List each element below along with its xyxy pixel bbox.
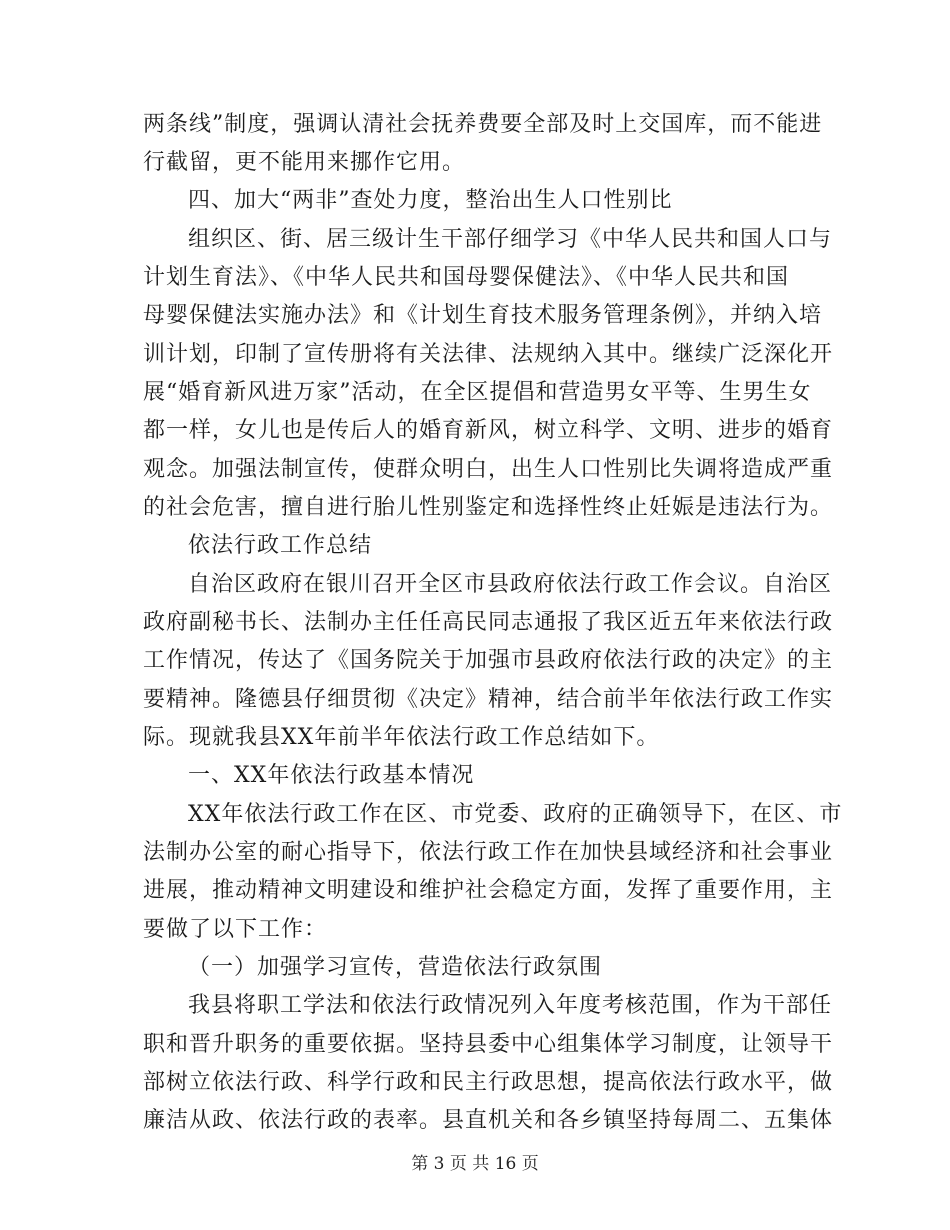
text-line: 展“婚育新风进万家”活动，在全区提倡和营造男女平等、生男生女: [143, 380, 812, 405]
text-line: 计划生育法》、《中华人民共和国母婴保健法》、《中华人民共和国: [143, 265, 790, 290]
text-line: 我县将职工学法和依法行政情况列入年度考核范围，作为干部任: [188, 993, 833, 1018]
text-line: 进展，推动精神文明建设和维护社会稳定方面，发挥了重要作用，主: [143, 878, 834, 903]
text-line: 政府副秘书长、法制办主任任高民同志通报了我区近五年来依法行政: [143, 610, 834, 635]
text-line: 廉洁从政、依法行政的表率。县直机关和各乡镇坚持每周二、五集体: [143, 1108, 834, 1133]
text-line: 际。现就我县XX年前半年依法行政工作总结如下。: [143, 725, 660, 750]
text-line: 组织区、街、居三级计生干部仔细学习《中华人民共和国人口与: [188, 227, 833, 252]
text-line: 的社会危害，擅自进行胎儿性别鉴定和选择性终止妊娠是违法行为。: [143, 495, 834, 520]
text-line: 母婴保健法实施办法》和《计划生育技术服务管理条例》，并纳入培: [143, 303, 823, 328]
text-line: 工作情况，传达了《国务院关于加强市县政府依法行政的决定》的主: [143, 648, 834, 673]
text-line: 行截留，更不能用来挪作它用。: [143, 150, 466, 175]
section-heading: 依法行政工作总结: [188, 533, 373, 558]
section-heading: 一、XX年依法行政基本情况: [188, 763, 475, 788]
text-line: 两条线”制度，强调认清社会抚养费要全部及时上交国库，而不能进: [143, 112, 823, 137]
text-line: 要精神。隆德县仔细贯彻《决定》精神，结合前半年依法行政工作实: [143, 687, 834, 712]
text-line: 训计划，印制了宣传册将有关法律、法规纳入其中。继续广泛深化开: [143, 342, 834, 367]
text-line: XX年依法行政工作在区、市党委、政府的正确领导下，在区、市: [188, 802, 843, 827]
text-line: 观念。加强法制宣传，使群众明白，出生人口性别比失调将造成严重: [143, 457, 834, 482]
text-line: 要做了以下工作：: [143, 917, 328, 942]
text-line: 自治区政府在银川召开全区市县政府依法行政工作会议。自治区: [188, 572, 833, 597]
text-line: 都一样，女儿也是传后人的婚育新风，树立科学、文明、进步的婚育: [143, 418, 834, 443]
page-number-footer: 第 3 页 共 16 页: [411, 1154, 539, 1174]
text-line: 法制办公室的耐心指导下，依法行政工作在加快县域经济和社会事业: [143, 840, 834, 865]
text-line: 部树立依法行政、科学行政和民主行政思想，提高依法行政水平，做: [143, 1070, 834, 1095]
section-heading: （一）加强学习宣传，营造依法行政氛围: [188, 955, 603, 980]
text-line: 职和晋升职务的重要依据。坚持县委中心组集体学习制度，让领导干: [143, 1032, 834, 1057]
section-heading: 四、加大“两非”查处力度，整治出生人口性别比: [188, 188, 673, 213]
